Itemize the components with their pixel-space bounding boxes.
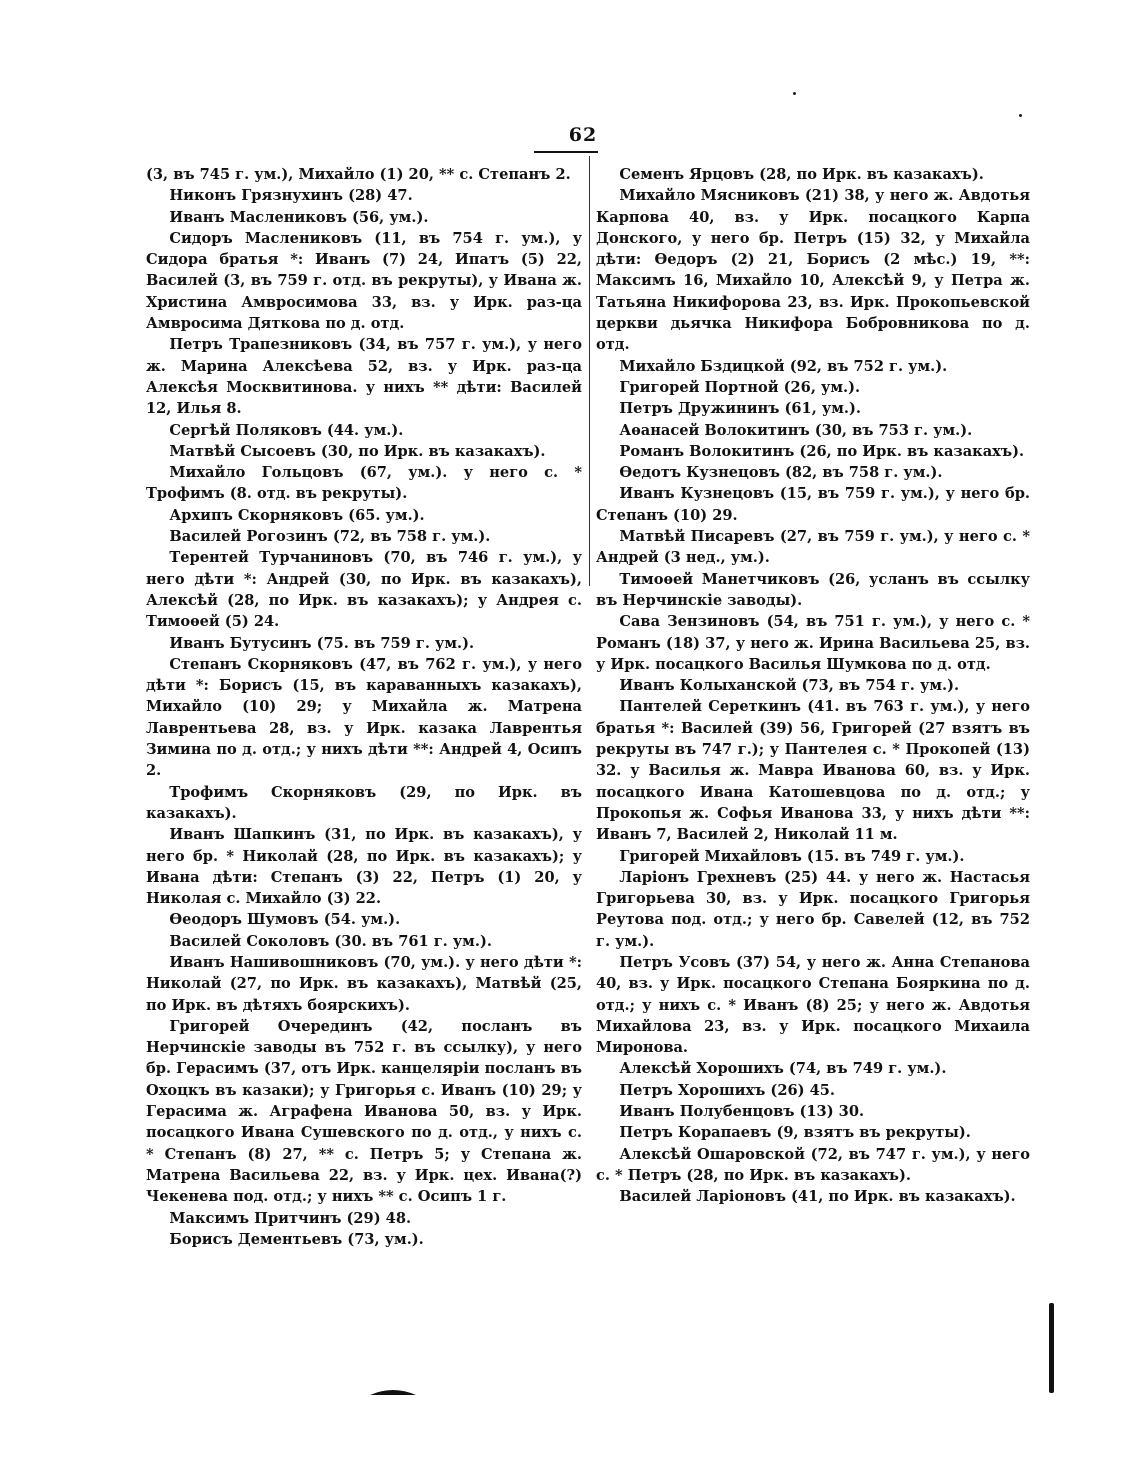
entry-paragraph: Сава Зензиновъ (54, въ 751 г. ум.), у него с. * Романъ (18) 37, у него ж. Ирина Васильева 25, вз. у Ирк. посацкого Василья Шумкова по д. отд. bbox=[596, 613, 1030, 673]
entry-paragraph: Михайло Мясниковъ (21) 38, у него ж. Авдотья Карпова 40, вз. у Ирк. посацкого Карпа Донского, у него бр. Петръ (15) 32, у Михайла дѣти: Ѳедоръ (2) 21, Борисъ (2 мѣс.) 19, **: Максимъ 16, Михайло 10, Алексѣй 9, у Петра ж. Татьяна Никифорова 23, вз. Ирк. Прокопьевской церкви дьячка Никифора Бобровникова по д. отд. bbox=[596, 187, 1030, 354]
entry-paragraph: Архипъ Скорняковъ (65. ум.). bbox=[169, 506, 425, 524]
entry-paragraph: Петръ Хорошихъ (26) 45. bbox=[619, 1081, 836, 1099]
scan-mark-right bbox=[1049, 1303, 1054, 1393]
scan-smudge-bottom bbox=[370, 1387, 416, 1396]
entry-paragraph: Терентей Турчаниновъ (70, въ 746 г. ум.), у него дѣти *: Андрей (30, по Ирк. въ казакахъ), Алексѣй (28, по Ирк. въ казакахъ); у Андрея с. Тимоѳей (5) 24. bbox=[146, 549, 582, 631]
entry-paragraph: Григорей Михайловъ (15. въ 749 г. ум.). bbox=[619, 847, 965, 865]
entry-paragraph: Ѳеодоръ Шумовъ (54. ум.). bbox=[169, 911, 401, 929]
entry-paragraph: Михайло Гольцовъ (67, ум.). у него с. * Трофимъ (8. отд. въ рекруты). bbox=[146, 464, 582, 503]
entry-paragraph: Иванъ Колыханской (73, въ 754 г. ум.). bbox=[619, 677, 960, 695]
entry-paragraph: Аѳанасей Волокитинъ (30, въ 753 г. ум.). bbox=[619, 421, 973, 439]
entry-paragraph: Григорей Портной (26, ум.). bbox=[619, 378, 861, 396]
right-column bbox=[596, 164, 1030, 1208]
entry-paragraph: Михайло Бздицкой (92, въ 752 г. ум.). bbox=[619, 357, 948, 375]
entry-paragraph: Алексѣй Хорошихъ (74, въ 749 г. ум.). bbox=[619, 1060, 947, 1078]
entry-paragraph: Алексѣй Ошаровской (72, въ 747 г. ум.), у него с. * Петръ (28, по Ирк. въ казакахъ). bbox=[596, 1145, 1030, 1184]
entry-paragraph: Никонъ Грязнухинъ (28) 47. bbox=[169, 187, 413, 205]
entry-paragraph: (3, въ 745 г. ум.), Михайло (1) 20, ** с. Степанъ 2. bbox=[146, 166, 571, 183]
entry-paragraph: Борисъ Дементьевъ (73, ум.). bbox=[169, 1230, 424, 1248]
entry-paragraph: Максимъ Притчинъ (29) 48. bbox=[169, 1209, 412, 1227]
entry-paragraph: Василей Рогозинъ (72, въ 758 г. ум.). bbox=[169, 528, 491, 546]
entry-paragraph: Семенъ Ярцовъ (28, по Ирк. въ казакахъ). bbox=[619, 166, 984, 183]
header-rule bbox=[534, 151, 598, 153]
entry-paragraph: Сергѣй Поляковъ (44. ум.). bbox=[169, 421, 404, 439]
entry-paragraph: Тимоѳей Манетчиковъ (26, усланъ въ ссылку въ Нерчинскіе заводы). bbox=[596, 570, 1030, 609]
entry-paragraph: Матвѣй Сысоевъ (30, по Ирк. въ казакахъ). bbox=[169, 442, 546, 460]
entry-paragraph: Иванъ Бутусинъ (75. въ 759 г. ум.). bbox=[169, 634, 475, 652]
entry-paragraph: Иванъ Полубенцовъ (13) 30. bbox=[619, 1103, 865, 1121]
entry-paragraph: Иванъ Нашивошниковъ (70, ум.). у него дѣти *: Николай (27, по Ирк. въ казакахъ), Матвѣй (25, по Ирк. въ дѣтяхъ боярскихъ). bbox=[146, 953, 582, 1014]
entry-paragraph: Петръ Усовъ (37) 54, у него ж. Анна Степанова 40, вз. у Ирк. посацкого Степана Бояркина по д. отд.; у нихъ с. * Иванъ (8) 25; у него ж. Авдотья Михайлова 23, вз. у Ирк. посацкого Михаила Миронова. bbox=[596, 953, 1030, 1057]
entry-paragraph: Трофимъ Скорняковъ (29, по Ирк. въ казакахъ). bbox=[146, 783, 582, 822]
entry-paragraph: Романъ Волокитинъ (26, по Ирк. въ казакахъ). bbox=[619, 442, 1025, 460]
entry-paragraph: Степанъ Скорняковъ (47, въ 762 г. ум.), у него дѣти *: Борисъ (15, въ караванныхъ казакахъ), Михайло (10) 29; у Михайла ж. Матрена Лаврентьева 28, вз. у Ирк. казака Лаврентья Зимина по д. отд.; у нихъ дѣти **: Андрей 4, Осипъ 2. bbox=[146, 655, 582, 780]
left-column bbox=[146, 164, 582, 1250]
page-number: 62 bbox=[568, 124, 598, 146]
entry-paragraph: Петръ Трапезниковъ (34, въ 757 г. ум.), у него ж. Марина Алексѣева 52, вз. у Ирк. раз-ца Алексѣя Москвитинова. у нихъ ** дѣти: Василей 12, Илья 8. bbox=[146, 336, 582, 418]
entry-paragraph: Сидоръ Маслениковъ (11, въ 754 г. ум.), у Сидора братья *: Иванъ (7) 24, Ипатъ (5) 22, Василей (3, въ 759 г. отд. въ рекруты), у Ивана ж. Христина Амвросимова 33, вз. у Ирк. раз-ца Амвросима Дяткова по д. отд. bbox=[146, 229, 582, 333]
entry-paragraph: Ларіонъ Грехневъ (25) 44. у него ж. Настасья Григорьева 30, вз. у Ирк. посацкого Григорья Реутова под. отд.; у него бр. Савелей (12, въ 752 г. ум.). bbox=[596, 868, 1030, 950]
entry-paragraph: Иванъ Кузнецовъ (15, въ 759 г. ум.), у него бр. Степанъ (10) 29. bbox=[596, 485, 1030, 524]
entry-paragraph: Василей Соколовъ (30. въ 761 г. ум.). bbox=[169, 932, 492, 950]
entry-paragraph: Ѳедотъ Кузнецовъ (82, въ 758 г. ум.). bbox=[619, 464, 943, 482]
entry-paragraph: Петръ Корапаевъ (9, взятъ въ рекруты). bbox=[619, 1124, 971, 1142]
scan-speck bbox=[1019, 114, 1022, 117]
scan-speck bbox=[793, 92, 796, 95]
column-divider bbox=[589, 156, 590, 586]
entry-paragraph: Василей Ларіоновъ (41, по Ирк. въ казакахъ). bbox=[619, 1188, 1016, 1206]
entry-paragraph: Петръ Дружининъ (61, ум.). bbox=[619, 400, 861, 418]
entry-paragraph: Григорей Очерединъ (42, посланъ въ Нерчинскіе заводы въ 752 г. въ ссылку), у него бр. Герасимъ (37, отъ Ирк. канцеляріи посланъ въ Охоцкъ въ казаки); у Григорья с. Иванъ (10) 29; у Герасима ж. Аграфена Иванова 50, вз. у Ирк. посацкого Ивана Сушевского по д. отд., у нихъ с. * Степанъ (8) 27, ** с. Петръ 5; у Степана ж. Матрена Васильева 22, вз. у Ирк. цех. Ивана(?) Чекенева под. отд.; у нихъ ** с. Осипъ 1 г. bbox=[146, 1017, 582, 1206]
entry-paragraph: Иванъ Шапкинъ (31, по Ирк. въ казакахъ), у него бр. * Николай (28, по Ирк. въ казакахъ); у Ивана дѣти: Степанъ (3) 22, Петръ (1) 20, у Николая с. Михайло (3) 22. bbox=[146, 826, 582, 908]
entry-paragraph: Пантелей Сереткинъ (41. въ 763 г. ум.), у него братья *: Василей (39) 56, Григорей (27 взятъ въ рекруты въ 747 г.); у Пантелея с. * Прокопей (13) 32. у Василья ж. Мавра Иванова 60, вз. у Ирк. посацкого Ивана Катошевцова по д. отд.; у Прокопья ж. Софья Иванова 33, у нихъ дѣти **: Иванъ 7, Василей 2, Николай 11 м. bbox=[596, 698, 1030, 844]
entry-paragraph: Матвѣй Писаревъ (27, въ 759 г. ум.), у него с. * Андрей (3 нед., ум.). bbox=[596, 528, 1030, 567]
entry-paragraph: Иванъ Маслениковъ (56, ум.). bbox=[169, 208, 429, 226]
